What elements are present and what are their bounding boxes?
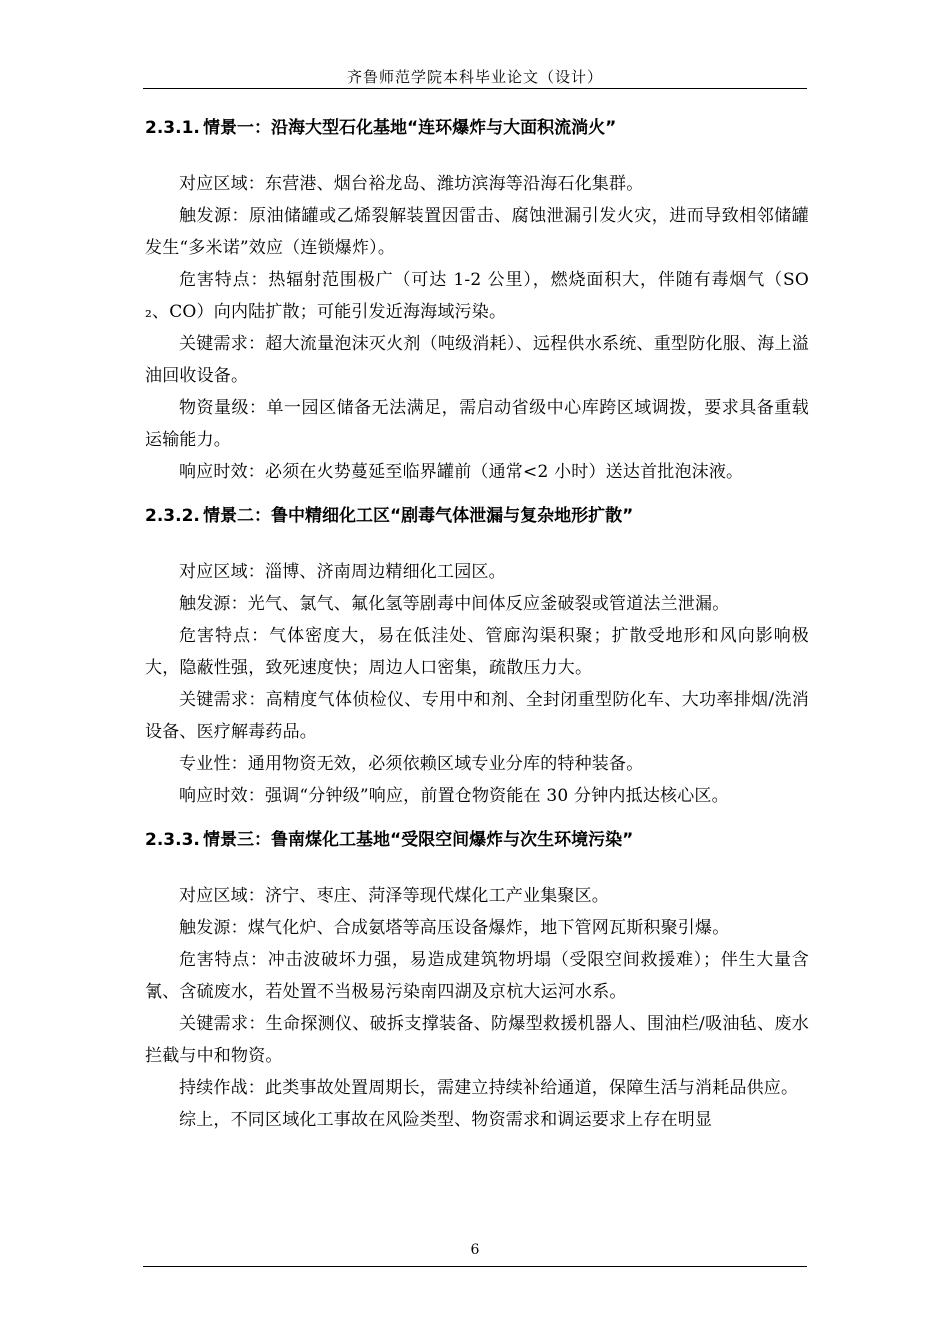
paragraph: 触发源：光气、氯气、氟化氢等剧毒中间体反应釜破裂或管道法兰泄漏。 bbox=[179, 594, 730, 614]
page-content bbox=[145, 112, 809, 1136]
paragraph: 触发源：煤气化炉、合成氨塔等高压设备爆炸，地下管网瓦斯积聚引爆。 bbox=[179, 918, 730, 938]
section-2-3-3 bbox=[145, 824, 809, 1136]
section-2-3-1 bbox=[145, 112, 809, 488]
paragraph: 响应时效：强调“分钟级”响应，前置仓物资能在 30 分钟内抵达核心区。 bbox=[179, 786, 729, 806]
section-title: 情景一：沿海大型石化基地“连环爆炸与大面积流淌火” bbox=[203, 118, 617, 138]
section-2-3-2 bbox=[145, 500, 809, 812]
paragraph: 关键需求：超大流量泡沫灭火剂（吨级消耗）、远程供水系统、重型防化服、海上溢油回收设备。 bbox=[145, 334, 809, 386]
paragraph: 对应区域：东营港、烟台裕龙岛、潍坊滨海等沿海石化集群。 bbox=[179, 174, 644, 194]
section-title: 情景二：鲁中精细化工区“剧毒气体泄漏与复杂地形扩散” bbox=[203, 506, 634, 526]
section-heading bbox=[145, 500, 809, 532]
paragraph: 危害特点：气体密度大，易在低洼处、管廊沟渠积聚；扩散受地形和风向影响极大，隐蔽性强，致死速度快；周边人口密集，疏散压力大。 bbox=[145, 626, 809, 678]
section-number: 2.3.1. bbox=[145, 118, 200, 138]
footer-rule bbox=[143, 1266, 807, 1267]
paragraph: 触发源：原油储罐或乙烯裂解装置因雷击、腐蚀泄漏引发火灾，进而导致相邻储罐发生“多米诺”效应（连锁爆炸）。 bbox=[145, 206, 809, 258]
page-number: 6 bbox=[470, 1242, 480, 1258]
paragraph: 响应时效：必须在火势蔓延至临界罐前（通常<2 小时）送达首批泡沫液。 bbox=[179, 462, 744, 482]
paragraph: 关键需求：高精度气体侦检仪、专用中和剂、全封闭重型防化车、大功率排烟/洗消设备、医疗解毒药品。 bbox=[145, 690, 809, 742]
header-rule bbox=[143, 88, 807, 89]
section-title: 情景三：鲁南煤化工基地“受限空间爆炸与次生环境污染” bbox=[203, 830, 634, 850]
paragraph: 对应区域：淄博、济南周边精细化工园区。 bbox=[179, 562, 506, 582]
paragraph: 综上，不同区域化工事故在风险类型、物资需求和调运要求上存在明显 bbox=[179, 1110, 713, 1130]
page-header: 齐鲁师范学院本科毕业论文（设计） bbox=[346, 68, 603, 86]
section-number: 2.3.3. bbox=[145, 830, 200, 850]
section-number: 2.3.2. bbox=[145, 506, 200, 526]
paragraph: 危害特点：冲击波破坏力强，易造成建筑物坍塌（受限空间救援难）；伴生大量含氰、含硫废水，若处置不当极易污染南四湖及京杭大运河水系。 bbox=[145, 950, 809, 1002]
section-heading bbox=[145, 112, 809, 144]
section-heading bbox=[145, 824, 809, 856]
paragraph: 持续作战：此类事故处置周期长，需建立持续补给通道，保障生活与消耗品供应。 bbox=[179, 1078, 799, 1098]
paragraph: 关键需求：生命探测仪、破拆支撑装备、防爆型救援机器人、围油栏/吸油毡、废水拦截与中和物资。 bbox=[145, 1014, 809, 1066]
paragraph: 危害特点：热辐射范围极广（可达 1-2 公里），燃烧面积大，伴随有毒烟气（SO ₂、CO）向内陆扩散；可能引发近海海域污染。 bbox=[145, 270, 809, 322]
paragraph: 对应区域：济宁、枣庄、菏泽等现代煤化工产业集聚区。 bbox=[179, 886, 609, 906]
paragraph: 物资量级：单一园区储备无法满足，需启动省级中心库跨区域调拨，要求具备重载运输能力。 bbox=[145, 398, 809, 450]
paragraph: 专业性：通用物资无效，必须依赖区域专业分库的特种装备。 bbox=[179, 754, 644, 774]
